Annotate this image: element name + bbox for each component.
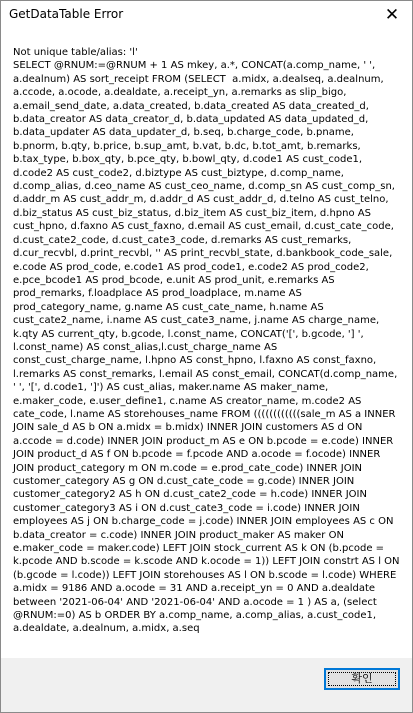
close-icon[interactable]: ✕ <box>384 5 400 25</box>
error-message-sql: SELECT @RNUM:=@RNUM + 1 AS mkey, a.*, CONCAT(a.comp_name, ' ', a.dealnum) AS sort_receipt FROM (SELECT a.midx, a.dealseq, a.dealnum, a.ccode, a.ocode, a.dealdate, a.receipt_yn, a.remarks as slip_bigo, a.email_send_date, a.data_created, b.data_created AS data_created_d, b.data_creator AS data_creator_d, b.data_updated AS data_updated_d, b.data_updater AS data_updater_d, b.seq, b.charge_code, b.pname, b.pnorm, b.qty, b.price, b.sup_amt, b.vat, b.dc, b.tot_amt, b.remarks, b.tax_type, b.box_qty, b.pce_qty, b.bowl_qty, d.code1 AS cust_code1, d.code2 AS cust_code2, d.biztype AS cust_biztype, d.comp_name, d.comp_alias, d.ceo_name AS cust_ceo_name, d.comp_sn AS cust_comp_sn, d.addr_m AS cust_addr_m, d.addr_d AS cust_addr_d, d.telno AS cust_telno, d.biz_status AS cust_biz_status, d.biz_item AS cust_biz_item, d.hpno AS cust_hpno, d.faxno AS cust_faxno, d.email AS cust_email, d.cust_cate_code, d.cust_cate2_code, d.cust_cate3_code, d.remarks AS cust_remarks, d.cur_recvbl, d.print_recvbl, '' AS print_recvbl_state, d.bankbook_code_sale, e.code AS prod_code, e.code1 AS prod_code1, e.code2 AS prod_code2, e.pce_bcode1 AS prod_bcode, e.unit AS prod_unit, e.remarks AS prod_remarks, f.loadplace AS prod_loadplace, m.name AS prod_category_name, g.name AS cust_cate_name, h.name AS cust_cate2_name, i.name AS cust_cate3_name, j.name AS charge_name, k.qty AS current_qty, b.gcode, l.const_name, CONCAT('[', b.gcode, '] ', l.const_name) AS const_alias,l.cust_charge_name AS const_cust_charge_name, l.hpno AS const_hpno, l.faxno AS const_faxno, l.remarks AS const_remarks, l.email AS const_email, CONCAT(d.comp_name, ' ', '[', d.code1, ']') AS cust_alias, maker.name AS maker_name, e.maker_code, e.user_define1, c.name AS creator_name, m.code2 AS cate_code, l.name AS storehouses_name FROM ((((((((((((sale_m AS a INNER JOIN sale_d AS b ON a.midx = b.midx) INNER JOIN customers AS d ON a.ccode = d.code) INNER JOIN product_m AS e ON b.pcode = e.code) INNER JOIN product_d AS f ON b.pcode = f.pcode AND a.ocode = f.ocode) INNER JOIN product_category m ON m.code = e.prod_cate_code) INNER JOIN customer_category AS g ON d.cust_cate_code = g.code) INNER JOIN customer_category2 AS h ON d.cust_cate2_code = h.code) INNER JOIN customer_category3 AS i ON d.cust_cate3_code = i.code) INNER JOIN employees AS j ON b.charge_code = j.code) INNER JOIN employees AS c ON b.data_creator = c.code) INNER JOIN product_maker AS maker ON e.maker_code = maker.code) LEFT JOIN stock_current AS k ON (b.pcode = k.pcode AND b.scode = k.scode AND k.ocode = 1)) LEFT JOIN constrt AS l ON (b.gcode = l.code)) LEFT JOIN storehouses AS l ON b.scode = l.code) WHERE a.midx = 9186 AND a.ocode = 31 AND a.receipt_yn = 0 AND a.dealdate between '2021-06-04' AND '2021-06-04' AND a.ocode = 1 ) AS a, (select @RNUM:=0) AS b ORDER BY a.comp_name, a.comp_alias, a.cust_code1, a.dealdate, a.dealnum, a.midx, a.seq <box>13 60 403 635</box>
ok-button-label: 확인 <box>351 672 373 685</box>
button-bar <box>1 658 412 712</box>
error-message-body <box>13 46 401 636</box>
message-area <box>1 31 412 658</box>
ok-button[interactable] <box>324 668 400 690</box>
error-message-header: Not unique table/alias: 'l' <box>13 47 138 58</box>
dialog-title: GetDataTable Error <box>9 7 124 21</box>
title-bar[interactable] <box>1 1 412 31</box>
